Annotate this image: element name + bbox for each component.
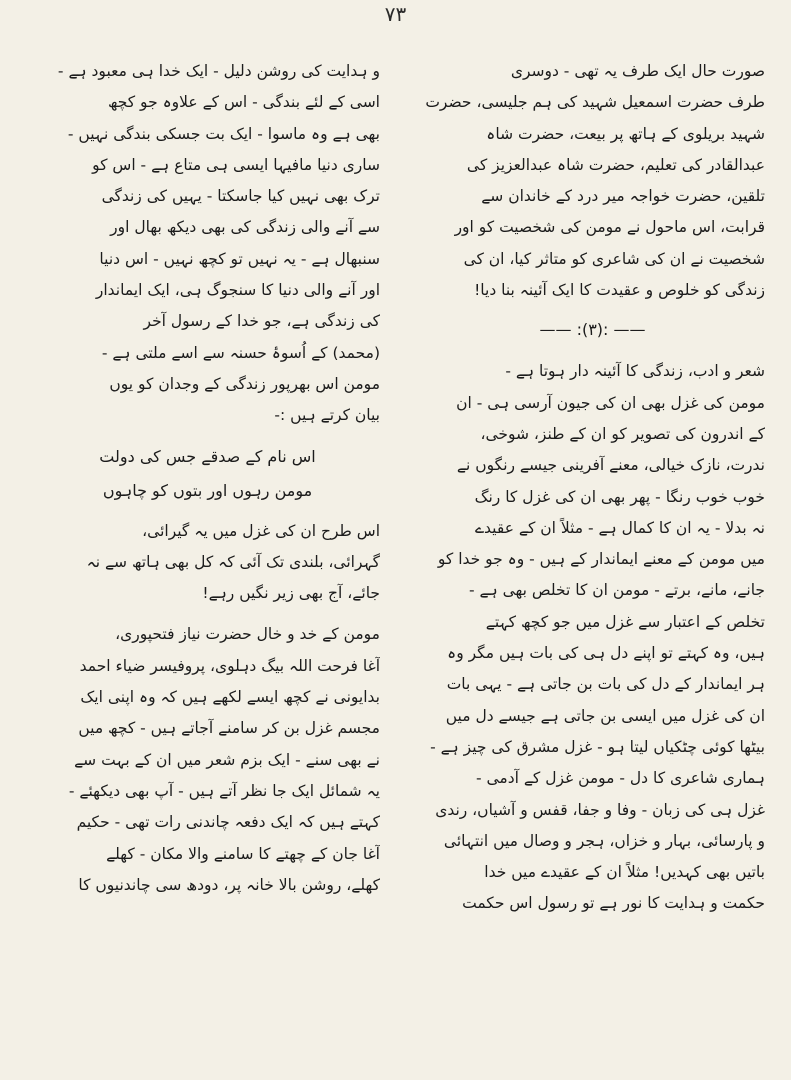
left-paragraph-2 <box>35 516 380 610</box>
text-line: بیٹھا کوئی چٹکیاں لیتا ہو - غزل مشرق کی چیز ہے - <box>430 737 765 756</box>
text-line: شخصیت نے ان کی شاعری کو متاثر کیا، ان کی <box>463 249 765 268</box>
text-line: سے آنے والی زندگی کی بھی دیکھ بھال اور <box>110 218 380 237</box>
text-line: میں مومن کے معنے ایماندار کے ہیں - وہ جو خدا کو <box>437 550 765 569</box>
text-line: صورت حال ایک طرف یہ تھی - دوسری <box>510 62 765 80</box>
verse-line: مومن رہوں اور بتوں کو چاہوں <box>102 480 313 500</box>
section-marker: —— :(۳): —— <box>539 320 646 340</box>
text-line: اس طرح ان کی غزل میں یہ گیرائی، <box>142 521 380 540</box>
text-line: مومن کی غزل بھی ان کی جیون آرسی ہی - ان <box>456 393 765 412</box>
text-line: یہ شمائل ایک جا نظر آتے ہیں - آپ بھی دیکھئے - <box>68 781 380 800</box>
page-number: ٧٣ <box>384 2 407 26</box>
text-line: ہماری شاعری کا دل - مومن غزل کے آدمی - <box>475 769 765 788</box>
text-line: جانے، مانے، برتے - مومن ان کا تخلص بھی ہے - <box>468 581 765 600</box>
text-line: و ہدایت کی روشن دلیل - ایک خدا ہی معبود ہے - <box>57 62 380 80</box>
text-line: بدایونی نے کچھ ایسے لکھے ہیں کہ وہ اپنی ایک <box>80 688 380 707</box>
text-line: نے بھی سنے - ایک بزم شعر میں ان کے بہت سے <box>74 750 380 769</box>
right-paragraph-2 <box>420 356 765 919</box>
verse-line: اس نام کے صدقے جس کی دولت <box>99 446 316 466</box>
text-line: کہتے ہیں کہ ایک دفعہ چاندنی رات تھی - حکیم <box>76 813 380 832</box>
left-paragraph-1 <box>35 56 380 432</box>
text-line: خوب خوب رنگا - پھر بھی ان کی غزل کا رنگ <box>474 487 765 506</box>
text-line: حکمت و ہدایت کا نور ہے تو رسول اس حکمت <box>462 894 765 913</box>
text-line: ترک بھی نہیں کیا جاسکتا - یہیں کی زندگی <box>101 187 380 206</box>
text-line: جائے، آج بھی زیر نگیں رہے! <box>202 584 380 603</box>
right-paragraph-1 <box>420 56 765 306</box>
left-column <box>35 56 380 901</box>
paragraph-gap <box>35 609 380 619</box>
text-line: زندگی کو خلوص و عقیدت کا ایک آئینہ بنا دیا! <box>474 281 765 300</box>
text-line: اسی کے لئے بندگی - اس کے علاوہ جو کچھ <box>107 93 380 112</box>
text-line: (محمد) کے اُسوۂ حسنہ سے اسے ملتی ہے - <box>101 343 380 362</box>
text-line: شعر و ادب، زندگی کا آئینہ دار ہوتا ہے - <box>505 362 765 381</box>
text-line: کی زندگی ہے، جو خدا کے رسول آخر <box>143 312 380 331</box>
text-line: ساری دنیا مافیہا ایسی ہی متاع ہے - اس کو <box>92 155 380 174</box>
text-line: اور آنے والی دنیا کا سنجوگ ہی، ایک ایماندار <box>95 281 380 300</box>
text-line: آغا فرحت اللہ بیگ دہلوی، پروفیسر ضیاء احمد <box>79 656 380 675</box>
text-line: طرف حضرت اسمعیل شہید کی ہم جلیسی، حضرت <box>425 93 765 112</box>
text-line: نہ بدلا - یہ ان کا کمال ہے - مثلاً ان کے عقیدے <box>474 518 765 537</box>
text-line: آغا جان کے چھتے کا سامنے والا مکان - کھلے <box>106 844 380 863</box>
left-paragraph-3 <box>35 619 380 901</box>
text-line: ندرت، نازک خیالی، معنے آفرینی جیسے رنگوں نے <box>456 456 765 475</box>
text-line: شہید بریلوی کے ہاتھ پر بیعت، حضرت شاہ <box>486 124 765 143</box>
text-line: مومن اس بھرپور زندگی کے وجدان کو یوں <box>109 374 380 393</box>
text-line: کھلے، روشن بالا خانہ پر، دودھ سی چاندنیوں کا <box>78 875 380 894</box>
text-line: ہیں، وہ کہتے تو اپنے دل ہی کی بات ہیں مگر وہ <box>447 644 765 663</box>
right-column <box>420 56 765 920</box>
text-line: غزل ہی کی زبان - وفا و جفا، قفس و آشیاں، رندی <box>435 800 765 819</box>
text-line: کے اندرون کی تصویر کو ان کے طنز، شوخی، <box>480 424 765 443</box>
text-line: باتیں بھی کہدیں! مثلاً ان کے عقیدے میں خدا <box>484 863 765 882</box>
text-line: بھی ہے وہ ماسوا - ایک بت جسکی بندگی نہیں - <box>67 124 380 143</box>
text-line: قرابت، اس ماحول نے مومن کی شخصیت کو اور <box>454 218 765 237</box>
text-line: و پارسائی، بہار و خزاں، ہجر و وصال میں انتہائی <box>443 831 765 850</box>
text-line: سنبھال ہے - یہ نہیں تو کچھ نہیں - اس دنیا <box>99 249 380 268</box>
text-line: تخلص کے اعتبار سے غزل میں جو کچھ کہتے <box>485 612 765 631</box>
text-line: ان کی غزل میں ایسی بن جاتی ہے جیسے دل میں <box>445 706 765 725</box>
text-line: گہرائی، بلندی تک آئی کہ کل بھی ہاتھ سے نہ <box>86 552 380 571</box>
text-line: تلقین، حضرت خواجہ میر درد کے خاندان سے <box>481 187 765 206</box>
text-line: بیان کرتے ہیں :- <box>274 406 380 425</box>
verse-couplet <box>35 440 380 508</box>
text-line: مجسم غزل بن کر سامنے آجاتے ہیں - کچھ میں <box>78 719 380 738</box>
text-line: ہر ایماندار کے دل کی بات بن جاتی ہے - یہی بات <box>446 675 765 694</box>
text-line: مومن کے خد و خال حضرت نیاز فتحپوری، <box>115 625 380 644</box>
text-line: عبدالقادر کی تعلیم، حضرت شاہ عبدالعزیز کی <box>466 155 765 174</box>
